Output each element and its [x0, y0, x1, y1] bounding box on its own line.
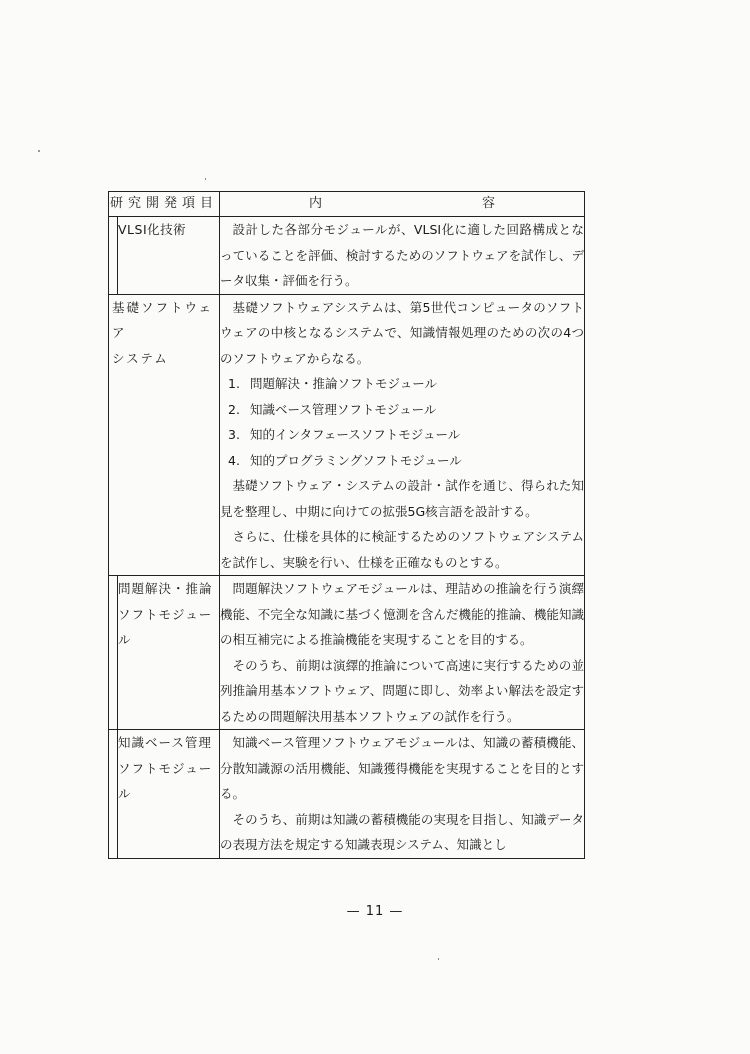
row-label-knowledge-base: 知識ベース管理 ソフトモジュー ル — [118, 730, 220, 859]
list-item: 3. 知的インタフェースソフトモジュール — [228, 427, 461, 442]
row-content-problem-solving — [220, 576, 585, 730]
header-content-right: 容 — [482, 196, 496, 211]
row-content-vlsi — [220, 217, 585, 295]
scan-speck — [38, 150, 40, 152]
row-content-basic-software — [220, 294, 585, 576]
module-list — [220, 371, 584, 473]
indent-cell — [109, 730, 118, 859]
paragraph: 基礎ソフトウェア・システムの設計・試作を通じ、得られた知見を整理し、中期に向けての拡張5G核言語を設計する。 — [220, 478, 585, 519]
list-item: 4. 知的プログラミングソフトモジュール — [228, 452, 462, 468]
table-row — [109, 294, 585, 576]
paragraph: さらに、仕様を具体的に検証するためのソフトウェアシステムを試作し、実験を行い、仕様を正確なものとする。 — [220, 529, 585, 570]
table-row — [109, 217, 585, 295]
header-content — [220, 192, 585, 217]
table-row — [109, 576, 585, 730]
paragraph: 問題解決ソフトウェアモジュールは、理詰めの推論を行う演繹機能、不完全な知識に基づく憶測を含んだ機能的推論、機能知識の相互補完による推論機能を実現することを目的する。 — [220, 581, 585, 647]
row-label-problem-solving: 問題解決・推論 ソフトモジュー ル — [118, 576, 220, 730]
research-items-table — [108, 191, 585, 859]
scan-speck — [438, 958, 439, 960]
paragraph: 知識ベース管理ソフトウェアモジュールは、知識の蓄積機能、分散知識源の活用機能、知識獲得機能を実現することを目的とする。 — [220, 735, 585, 801]
paragraph: 基礎ソフトウェアシステムは、第5世代コンピュータのソフトウェアの中核となるシステムで、知識情報処理のための次の4つのソフトウェアからなる。 — [220, 299, 585, 366]
paragraph: そのうち、前期は知識の蓄積機能の実現を目指し、知識データの表現方法を規定する知識表現システム、知識とし — [220, 811, 585, 852]
header-research-item: 研究開発項目 — [109, 192, 220, 217]
header-content-left: 内 — [309, 196, 323, 211]
row-label-vlsi: VLSI化技術 — [118, 217, 220, 295]
page-number: — 11 — — [346, 904, 404, 919]
row-content-knowledge-base — [220, 730, 585, 859]
scan-speck — [205, 178, 206, 180]
table-row — [109, 730, 585, 859]
list-item: 2. 知識ベース管理ソフトモジュール — [228, 401, 437, 417]
paragraph: 設計した各部分モジュールが、VLSI化に適した回路構成となっていることを評価、検討するためのソフトウェアを試作し、データ収集・評価を行う。 — [220, 222, 585, 288]
table-header-row — [109, 192, 585, 217]
row-label-basic-software: 基礎ソフトウェア システム — [109, 294, 220, 576]
indent-cell — [109, 217, 118, 295]
list-item: 1. 問題解決・推論ソフトモジュール — [228, 376, 438, 391]
paragraph: そのうち、前期は演繹的推論について高速に実行するための並列推論用基本ソフトウェア、問題に即し、効率よい解法を設定するための問題解決用基本ソフトウェアの試作を行う。 — [220, 657, 585, 724]
indent-cell — [109, 576, 118, 730]
